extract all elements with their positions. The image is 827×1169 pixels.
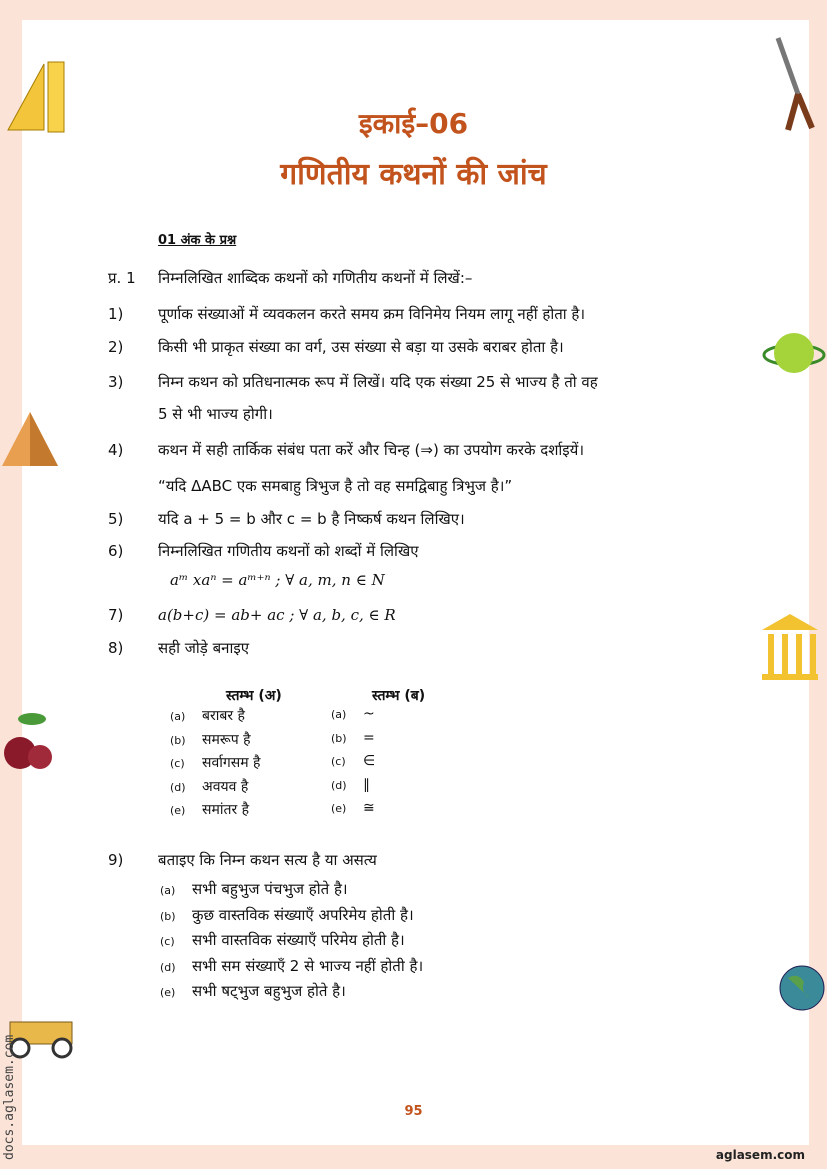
match-row-b: (b) = bbox=[331, 729, 375, 746]
q9-option: (a) सभी बहुभुज पंचभुज होते है। bbox=[160, 880, 348, 898]
q9-option: (d) सभी सम संख्याएँ 2 से भाज्य नहीं होती है। bbox=[160, 956, 424, 975]
question-9: 9) बताइए कि निम्न कथन सत्य है या असत्य bbox=[108, 851, 377, 869]
item-2: 2) किसी भी प्राकृत संख्या का वर्ग, उस संख्या से बड़ा या उसके बराबर होता है। bbox=[108, 338, 564, 356]
chapter-title: गणितीय कथनों की जांच bbox=[280, 157, 547, 192]
page-number: 95 bbox=[404, 1104, 423, 1119]
berries-icon bbox=[2, 705, 56, 779]
match-row-a: (e) समांतर है bbox=[170, 802, 250, 818]
column-a-header: स्तम्भ (अ) bbox=[226, 688, 282, 704]
brand-text: aglasem.com bbox=[715, 1148, 805, 1162]
item-4-cont: “यदि ΔABC एक समबाहु त्रिभुज है तो वह समद्विबाहु त्रिभुज है।” bbox=[158, 477, 513, 495]
item-3-cont: 5 से भी भाज्य होगी। bbox=[158, 405, 273, 423]
item-7: 7) a(b+c) = ab+ ac ; ∀ a, b, c, ∈ R bbox=[108, 606, 396, 624]
item-8: 8) सही जोड़े बनाइए bbox=[108, 639, 250, 657]
q9-option: (e) सभी षट्भुज बहुभुज होते है। bbox=[160, 982, 346, 1000]
q9-option: (b) कुछ वास्तविक संख्याएँ अपरिमेय होती है। bbox=[160, 905, 414, 924]
globe-icon bbox=[776, 948, 826, 1014]
match-row-a: (c) सर्वागसम है bbox=[170, 755, 261, 771]
q9-option: (c) सभी वास्तविक संख्याएँ परिमेय होती है। bbox=[160, 931, 405, 949]
watermark: docs.aglasem.com bbox=[2, 1034, 17, 1160]
item-6: 6) निम्नलिखित गणितीय कथनों को शब्दों में लिखिए bbox=[108, 542, 419, 560]
item-4: 4) कथन में सही तार्किक संबंध पता करें और चिन्ह (⇒) का उपयोग करके दर्शाइयें। bbox=[108, 441, 585, 459]
planet-icon bbox=[744, 320, 827, 390]
match-row-b: (a) ~ bbox=[331, 706, 375, 722]
column-b-header: स्तम्भ (ब) bbox=[372, 688, 426, 704]
pyramid-icon bbox=[0, 408, 60, 470]
match-row-b: (c) ∈ bbox=[331, 753, 376, 769]
item-1: 1) पूर्णाक संख्याओं में व्यवकलन करते समय क्रम विनिमेय नियम लागू नहीं होता है। bbox=[108, 305, 586, 323]
item-6-formula: aᵐ xaⁿ = aᵐ⁺ⁿ ; ∀ a, m, n ∈ N bbox=[170, 571, 385, 589]
temple-icon bbox=[760, 610, 820, 684]
match-row-a: (d) अवयव है bbox=[170, 778, 249, 795]
match-row-a: (a) बराबर है bbox=[170, 708, 245, 724]
match-row-a: (b) समरूप है bbox=[170, 731, 251, 748]
section-heading: 01 अंक के प्रश्न bbox=[158, 233, 237, 248]
unit-heading: इकाई–06 bbox=[358, 107, 469, 140]
item-5: 5) यदि a + 5 = b और c = b है निष्कर्ष कथन लिखिए। bbox=[108, 510, 465, 528]
question-1: प्र. 1 निम्नलिखित शाब्दिक कथनों को गणितीय कथनों में लिखें:– bbox=[108, 269, 473, 287]
match-row-b: (d) ∥ bbox=[331, 776, 370, 793]
match-row-b: (e) ≅ bbox=[331, 800, 375, 816]
item-3: 3) निम्न कथन को प्रतिधनात्मक रूप में लिखें। यदि एक संख्या 25 से भाज्य है तो वह bbox=[108, 373, 598, 391]
